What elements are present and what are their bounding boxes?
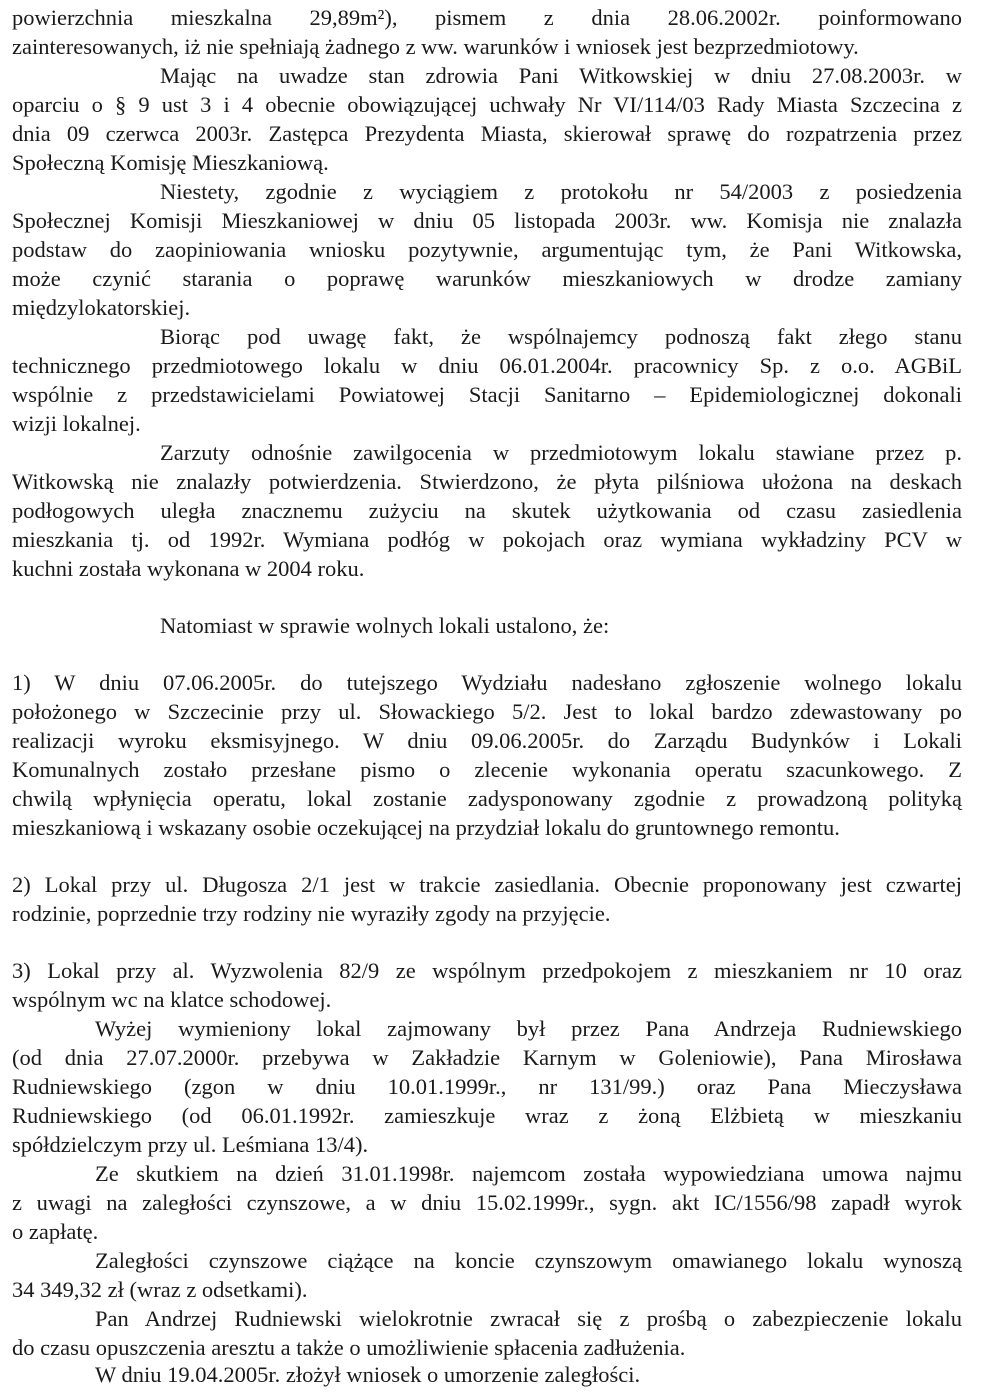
text-line: może czynić starania o poprawę warunków mieszkaniowych w drodze zamiany [12, 266, 962, 291]
text-line: kuchni została wykonana w 2004 roku. [12, 556, 365, 581]
text-line: mieszkania tj. od 1992r. Wymiana podłóg w pokojach oraz wymiana wykładziny PCV w [12, 527, 962, 552]
text-line: (od dnia 27.07.2000r. przebywa w Zakładzie Karnym w Goleniowie), Pana Mirosława [12, 1045, 962, 1070]
text-line: Wyżej wymieniony lokal zajmowany był przez Pana Andrzeja Rudniewskiego [95, 1016, 962, 1041]
text-line: wspólnym wc na klatce schodowej. [12, 987, 332, 1012]
text-line: Zarzuty odnośnie zawilgocenia w przedmiotowym lokalu stawiane przez p. [160, 440, 962, 465]
text-line: Mając na uwadze stan zdrowia Pani Witkowskiej w dniu 27.08.2003r. w [160, 63, 962, 88]
text-line: 34 349,32 zł (wraz z odsetkami). [12, 1277, 308, 1302]
text-line: Rudniewskiego (od 06.01.1992r. zamieszkuje wraz z żoną Elżbietą w mieszkaniu [12, 1103, 962, 1128]
text-line: Niestety, zgodnie z wyciągiem z protokołu nr 54/2003 z posiedzenia [160, 179, 962, 204]
text-line: Społecznej Komisji Mieszkaniowej w dniu 05 listopada 2003r. ww. Komisja nie znalazła [12, 208, 962, 233]
text-line: mieszkaniową i wskazany osobie oczekującej na przydział lokalu do gruntownego remontu. [12, 815, 840, 840]
text-line: z uwagi na zaległości czynszowe, a w dniu 15.02.1999r., sygn. akt IC/1556/98 zapadł wyrok [12, 1190, 962, 1215]
text-line: zainteresowanych, iż nie spełniają żadnego z ww. warunków i wniosek jest bezprzedmiotowy. [12, 34, 859, 59]
text-line: Pan Andrzej Rudniewski wielokrotnie zwracał się z prośbą o zabezpieczenie lokalu [95, 1306, 962, 1331]
text-line: wspólnie z przedstawicielami Powiatowej Stacji Sanitarno – Epidemiologicznej dokonali [12, 382, 962, 407]
text-line: 1) W dniu 07.06.2005r. do tutejszego Wydziału nadesłano zgłoszenie wolnego lokalu [12, 670, 962, 695]
text-line: Rudniewskiego (zgon w dniu 10.01.1999r., nr 131/99.) oraz Pana Mieczysława [12, 1074, 962, 1099]
text-line: Zaległości czynszowe ciążące na koncie czynszowym omawianego lokalu wynoszą [95, 1248, 962, 1273]
text-line: Witkowską nie znalazły potwierdzenia. Stwierdzono, że płyta pilśniowa ułożona na deskach [12, 469, 962, 494]
text-line: W dniu 19.04.2005r. złożył wniosek o umorzenie zaległości. [95, 1362, 641, 1387]
text-line: powierzchnia mieszkalna 29,89m²), pismem z dnia 28.06.2002r. poinformowano [12, 5, 962, 30]
text-line: rodzinie, poprzednie trzy rodziny nie wyraziły zgody na przyjęcie. [12, 901, 611, 926]
text-line: wizji lokalnej. [12, 411, 141, 436]
section-intro: Natomiast w sprawie wolnych lokali ustalono, że: [160, 613, 610, 638]
text-line: położonego w Szczecinie przy ul. Słowackiego 5/2. Jest to lokal bardzo zdewastowany po [12, 699, 962, 724]
text-line: podłogowych uległa znacznemu zużyciu na skutek użytkowania od czasu zasiedlenia [12, 498, 962, 523]
text-line: chwilą wpłynięcia operatu, lokal zostanie zadysponowany zgodnie z prowadzoną polityką [12, 786, 962, 811]
text-line: do czasu opuszczenia aresztu a także o umożliwienie spłacenia zadłużenia. [12, 1335, 686, 1360]
text-line: Komunalnych zostało przesłane pismo o zlecenie wykonania operatu szacunkowego. Z [12, 757, 962, 782]
text-line: 2) Lokal przy ul. Długosza 2/1 jest w trakcie zasiedlania. Obecnie proponowany jest czwartej [12, 872, 962, 897]
text-line: 3) Lokal przy al. Wyzwolenia 82/9 ze wspólnym przedpokojem z mieszkaniem nr 10 oraz [12, 958, 962, 983]
text-line: międzylokatorskiej. [12, 295, 191, 320]
text-line: oparciu o § 9 ust 3 i 4 obecnie obowiązującej uchwały Nr VI/114/03 Rady Miasta Szczecina z [12, 92, 962, 117]
text-line: realizacji wyroku eksmisyjnego. W dniu 09.06.2005r. do Zarządu Budynków i Lokali [12, 728, 962, 753]
text-line: o zapłatę. [12, 1219, 99, 1244]
text-line: Biorąc pod uwagę fakt, że wspólnajemcy podnoszą fakt złego stanu [160, 324, 962, 349]
text-line: technicznego przedmiotowego lokalu w dniu 06.01.2004r. pracownicy Sp. z o.o. AGBiL [12, 353, 962, 378]
text-line: Ze skutkiem na dzień 31.01.1998r. najemcom została wypowiedziana umowa najmu [95, 1161, 962, 1186]
text-line: Społeczną Komisję Mieszkaniową. [12, 150, 329, 175]
text-line: dnia 09 czerwca 2003r. Zastępca Prezydenta Miasta, skierował sprawę do rozpatrzenia przez [12, 121, 962, 146]
text-line: podstaw do zaopiniowania wniosku pozytywnie, argumentując tym, że Pani Witkowska, [12, 237, 962, 262]
text-line: spółdzielczym przy ul. Leśmiana 13/4). [12, 1132, 369, 1157]
